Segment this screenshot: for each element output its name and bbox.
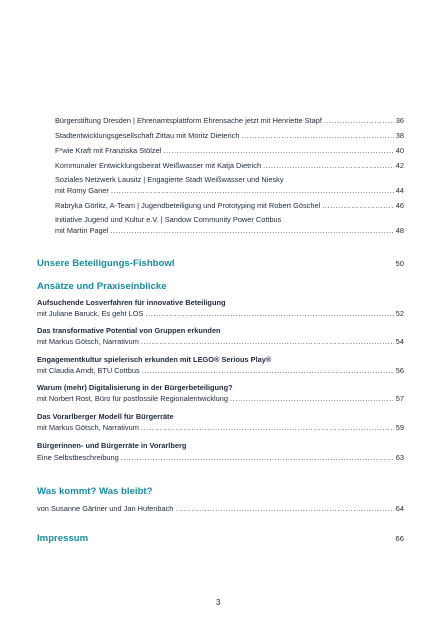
- toc-entry: mit Claudia Arndt, BTU Cottbus ..... 56: [37, 366, 404, 376]
- toc-entry: mit Markus Götsch, Narrativum ..... 54: [37, 337, 404, 347]
- dot-leader: [322, 201, 394, 211]
- dot-leader: [263, 161, 394, 171]
- dot-leader: [110, 226, 393, 236]
- entry-title: Das Vorarlberger Modell für Bürgerräte: [37, 412, 174, 421]
- section-heading-was-kommt: Was kommt? Was bleibt?: [37, 486, 153, 497]
- entry-title: Bürgerinnen- und Bürgerräte in Vorarlberg: [37, 441, 187, 450]
- toc-entry: mit Martin Pagel ..... 48: [55, 226, 404, 236]
- toc-entry: Eine Selbstbeschreibung ..... 63: [37, 453, 404, 463]
- entry-title: Engagementkultur spielerisch erkunden mit LEGO® Serious Play®: [37, 355, 272, 364]
- section-fishbowl: [37, 258, 404, 269]
- dot-leader: [230, 394, 394, 404]
- dot-leader: [141, 337, 394, 347]
- entry-title: Warum (mehr) Digitalisierung in der Bürgerbeteiligung?: [37, 383, 233, 392]
- toc-entry: mit Romy Ganer ..... 44: [55, 186, 404, 196]
- dot-leader: [145, 309, 393, 319]
- dot-leader: [241, 131, 393, 141]
- section-title: Unsere Beteiligungs-Fishbowl: [37, 258, 175, 269]
- toc-entry: mit Norbert Rost, Büro für postfossile Regionalentwicklung ..... 57: [37, 394, 404, 404]
- toc-entry: mit Juliane Baruck, Es geht LOS ..... 52: [37, 309, 404, 319]
- toc-entry: mit Markus Götsch, Narrativum ..... 59: [37, 423, 404, 433]
- page-number: 3: [216, 598, 221, 607]
- dot-leader: [142, 366, 394, 376]
- toc-entry: Bürgerstiftung Dresden | Ehrenamtsplattform Ehrensache jetzt mit Henriette Stapf ..... 36: [55, 116, 404, 126]
- dot-leader: [121, 453, 394, 463]
- section-heading-ansaetze: Ansätze und Praxiseinblicke: [37, 281, 167, 292]
- section-page: 66: [395, 534, 404, 543]
- dot-leader: [141, 423, 394, 433]
- dot-leader: [163, 146, 393, 156]
- dot-leader: [324, 116, 394, 126]
- dot-leader: [175, 504, 393, 514]
- toc-entry-title: Initiative Jugend und Kultur e.V. | Sandow Community Power Cottbus: [55, 215, 282, 224]
- toc-entry-title: Soziales Netzwerk Lausitz | Engagierte Stadt Weißwasser und Niesky: [55, 175, 284, 184]
- toc-entry: von Susanne Gärtner und Jan Hufenbach ..... 64: [37, 504, 404, 514]
- toc-entry: Rabryka Görlitz, A-Team | Jugendbeteiligung und Prototyping mit Robert Göschel ..... 46: [55, 201, 404, 211]
- entry-title: Aufsuchende Losverfahren für innovative Beteiligung: [37, 298, 226, 307]
- toc-entry: Stadtentwicklungsgesellschaft Zittau mit Moritz Dieterich ..... 38: [55, 131, 404, 141]
- toc-entry: F*wie Kraft mit Franziska Stölzel ..... 40: [55, 146, 404, 156]
- toc-entry: Kommunaler Entwicklungsbeirat Weißwasser mit Katja Dietrich ..... 42: [55, 161, 404, 171]
- section-title: Impressum: [37, 533, 89, 544]
- section-page: 50: [395, 259, 404, 268]
- section-impressum: [37, 533, 404, 544]
- dot-leader: [111, 186, 394, 196]
- entry-title: Das transformative Potential von Gruppen erkunden: [37, 326, 221, 335]
